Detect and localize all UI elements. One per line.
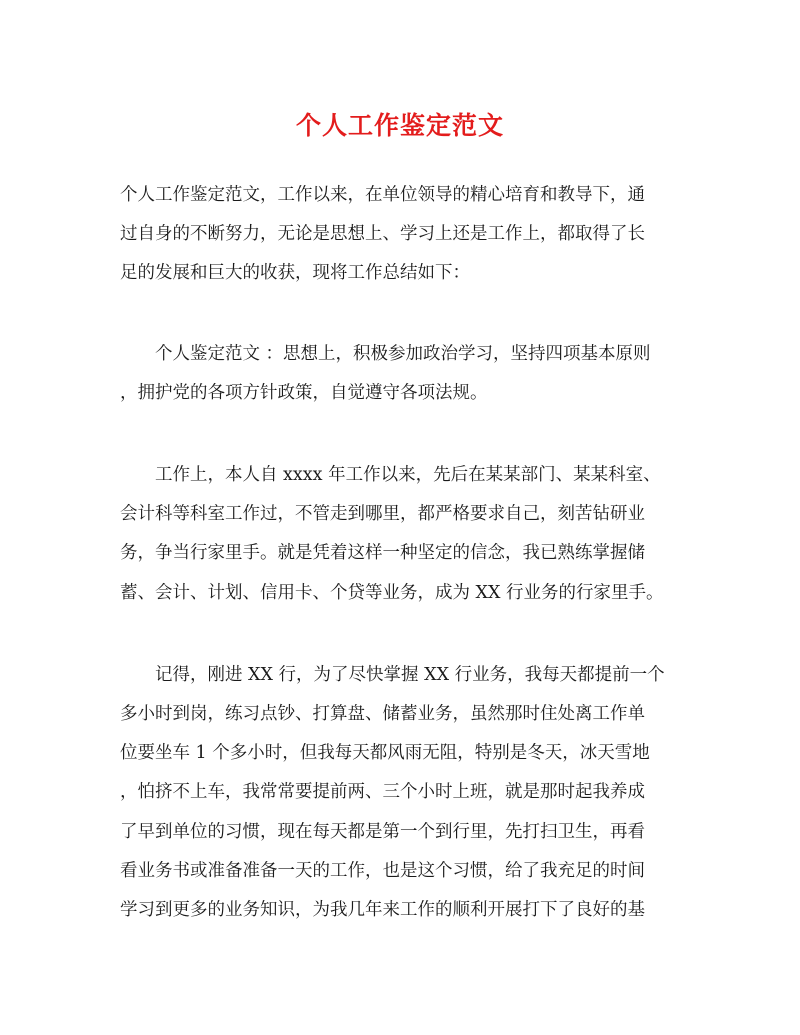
paragraph-1-line-3: 足的发展和巨大的收获，现将工作总结如下：	[120, 263, 470, 283]
paragraph-2-line-2: ，拥护党的各项方针政策，自觉遵守各项法规。	[120, 383, 488, 403]
paragraph-4-line-6: 看业务书或准备准备一天的工作，也是这个习惯，给了我充足的时间	[120, 861, 645, 881]
paragraph-4-line-3: 位要坐车 1 个多小时，但我每天都风雨无阻，特别是冬天，冰天雪地	[120, 743, 650, 763]
paragraph-4-line-1: 记得，刚进 XX 行，为了尽快掌握 XX 行业务，我每天都提前一个	[155, 665, 665, 685]
paragraph-1-line-1: 个人工作鉴定范文，工作以来，在单位领导的精心培育和教导下，通	[120, 185, 645, 205]
paragraph-4-line-5: 了早到单位的习惯，现在每天都是第一个到行里，先打扫卫生，再看	[120, 822, 645, 842]
paragraph-1-line-2: 过自身的不断努力，无论是思想上、学习上还是工作上，都取得了长	[120, 224, 645, 244]
document-title: 个人工作鉴定范文	[295, 111, 504, 140]
paragraph-3-line-4: 蓄、会计、计划、信用卡、个贷等业务，成为 XX 行业务的行家里手。	[120, 583, 664, 603]
paragraph-3-line-2: 会计科等科室工作过，不管走到哪里，都严格要求自己，刻苦钻研业	[120, 504, 645, 524]
paragraph-4-line-2: 多小时到岗，练习点钞、打算盘、储蓄业务，虽然那时住处离工作单	[120, 704, 645, 724]
paragraph-2-line-1: 个人鉴定范文 ：思想上，积极参加政治学习，坚持四项基本原则	[155, 344, 651, 364]
paragraph-3-line-3: 务，争当行家里手。就是凭着这样一种坚定的信念，我已熟练掌握储	[120, 543, 645, 563]
paragraph-3-line-1: 工作上，本人自 xxxx 年工作以来，先后在某某部门、某某科室、	[155, 465, 661, 485]
paragraph-4-line-7: 学习到更多的业务知识，为我几年来工作的顺利开展打下了良好的基	[120, 900, 645, 920]
paragraph-4-line-4: ，怕挤不上车，我常常要提前两、三个小时上班，就是那时起我养成	[120, 782, 645, 802]
